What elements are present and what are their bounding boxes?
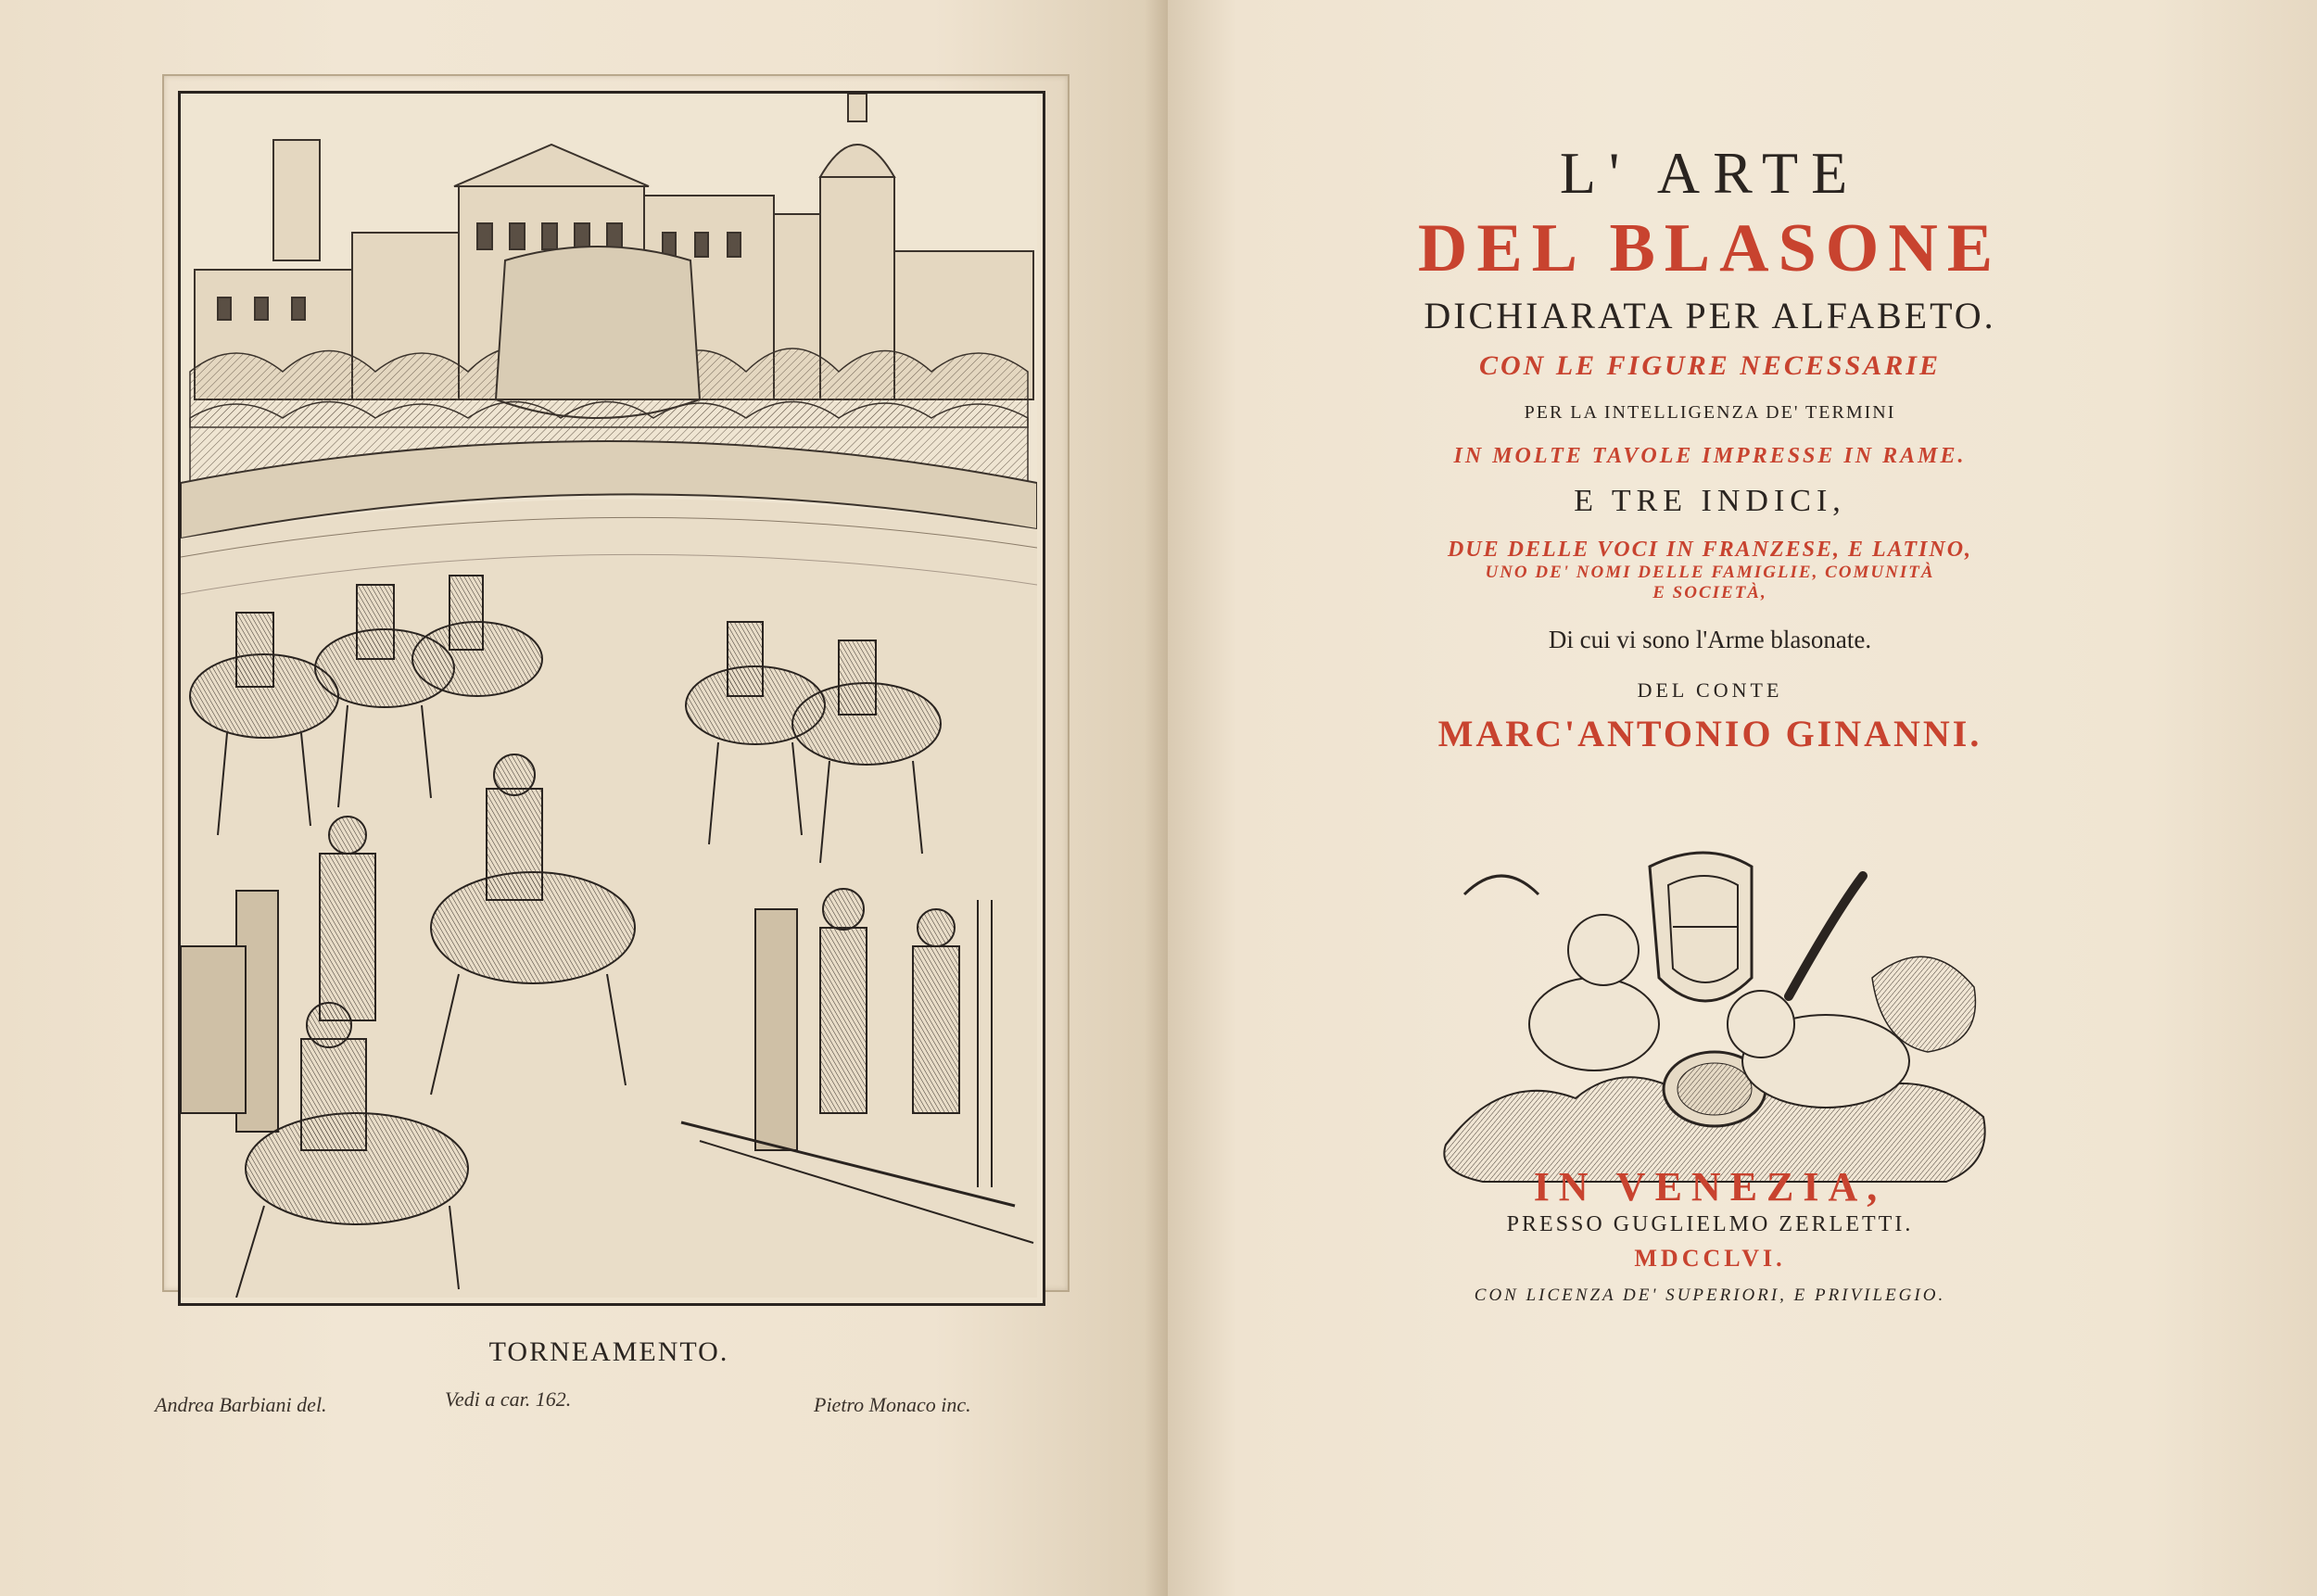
- title-line-9: UNO DE' NOMI DELLE FAMIGLIE, COMUNITÀ: [1485, 563, 1935, 582]
- imprint-license: CON LICENZA DE' SUPERIORI, E PRIVILEGIO.: [1474, 1286, 1946, 1305]
- title-line-2: DEL BLASONE: [1417, 210, 2003, 286]
- credit-page-reference: Vedi a car. 162.: [445, 1387, 572, 1411]
- title-line-6: IN MOLTE TAVOLE IMPRESSE IN RAME.: [1453, 444, 1967, 468]
- tournament-scene: [181, 94, 1037, 1298]
- imprint-place: IN VENEZIA,: [1533, 1164, 1887, 1210]
- imprint: [1293, 1163, 2127, 1306]
- title-line-10: E SOCIETÀ,: [1652, 583, 1767, 602]
- credit-engraver: Pietro Monaco inc.: [814, 1393, 971, 1416]
- credit-designer: Andrea Barbiani del.: [155, 1393, 327, 1416]
- title-line-4: CON LE FIGURE NECESSARIE: [1479, 350, 1941, 381]
- title-line-7: E TRE INDICI,: [1574, 484, 1846, 518]
- author-name: MARC'ANTONIO GINANNI.: [1437, 713, 1982, 754]
- imprint-printer: PRESSO GUGLIELMO ZERLETTI.: [1506, 1212, 1914, 1236]
- title-line-11: Di cui vi sono l'Arme blasonate.: [1548, 626, 1872, 653]
- putti-vignette: [1427, 839, 2002, 1200]
- title-line-5: PER LA INTELLIGENZA DE' TERMINI: [1524, 402, 1896, 423]
- title-page-text: [1293, 120, 2127, 755]
- title-line-1: L' ARTE: [1559, 140, 1861, 206]
- plate-caption: TORNEAMENTO.: [488, 1336, 729, 1367]
- title-line-8: DUE DELLE VOCI IN FRANZESE, E LATINO,: [1447, 538, 1973, 562]
- title-line-12: DEL CONTE: [1637, 678, 1783, 702]
- title-line-3: DICHIARATA PER ALFABETO.: [1424, 295, 1996, 336]
- frontispiece-engraving: [178, 91, 1045, 1306]
- imprint-year: MDCCLVI.: [1634, 1245, 1786, 1272]
